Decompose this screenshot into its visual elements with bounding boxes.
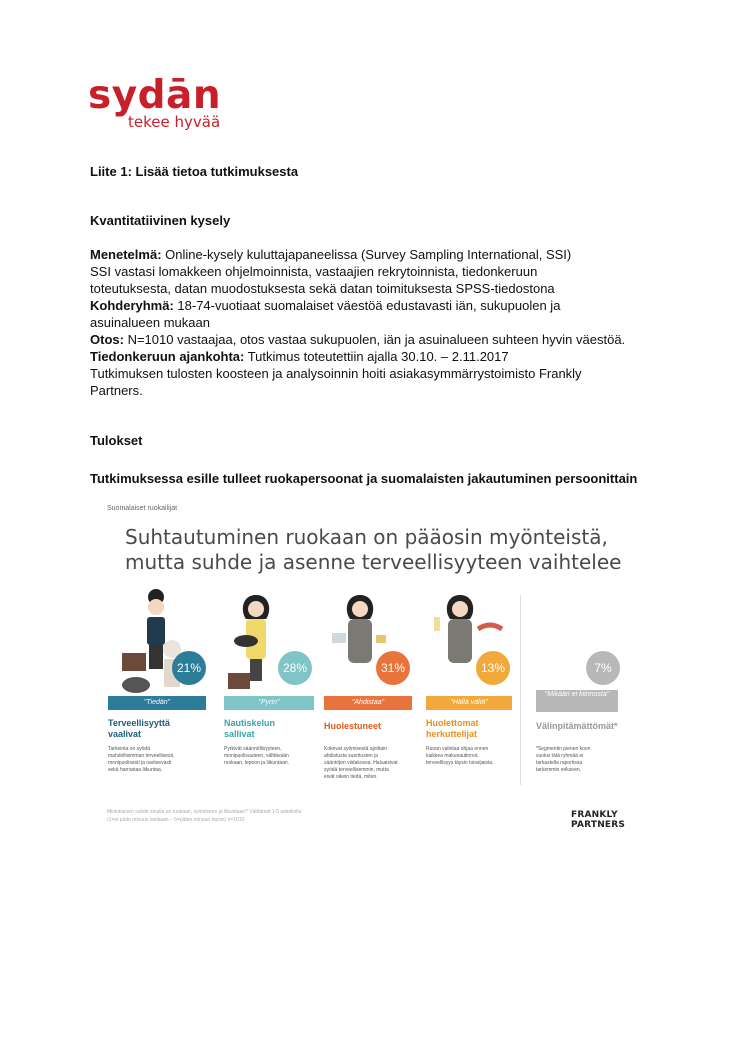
target-label: Kohderyhmä: (90, 298, 174, 313)
logo-wordmark: sydān (88, 73, 222, 118)
target-line-2: asuinalueen mukaan (90, 315, 210, 330)
persona-5-name: Välinpitämättömät* (536, 721, 618, 731)
persona-1-name: Terveellisyyttä vaalivat (108, 718, 170, 739)
persona-3-percentage: 31% (376, 651, 410, 685)
method-block (90, 246, 665, 399)
frankly-partners-logo: FRANKLY PARTNERS (571, 810, 626, 830)
persona-2-percentage: 28% (278, 651, 312, 685)
food-personas-infographic (100, 505, 646, 830)
period-label: Tiedonkeruun ajankohta: (90, 349, 245, 364)
analysis-line-2: Partners. (90, 383, 143, 398)
period-text: Tutkimus toteutettiin ajalla 30.10. – 2.11.2017 (244, 349, 509, 364)
method-line (90, 246, 665, 263)
persona-5-percentage: 7% (586, 651, 620, 685)
results-subtitle: Tutkimuksessa esille tulleet ruokapersoonat ja suomalaisten jakautuminen persoonittain (90, 471, 638, 486)
persona-5-description: *Segmentin pienen koon vuoksi tätä ryhmää ei tarkastella raportissa tarkemmin erikseen. (536, 746, 591, 773)
sample-label: Otos: (90, 332, 124, 347)
sample-text: N=1010 vastaajaa, otos vastaa sukupuolen, iän ja asuinalueen suhteen hyvin väestöä. (123, 332, 626, 347)
persona-4-tag: "Hällä väliä" (426, 696, 512, 710)
section-title: Kvantitatiivinen kysely (90, 213, 231, 228)
persona-4-name: Huolettomat herkuttelijat (426, 718, 479, 739)
persona-3-description: Kokevat syömisestä ajoittain ahdistusta suoritusten ja sääntöjen viidakossa. Haluaisivat syödä terveellisemmin, mutta eivät oikein tiedä, miten. (324, 746, 398, 780)
persona-1-tag: "Tiedän" (108, 696, 206, 710)
analysis-line-1: Tutkimuksen tulosten koosteen ja analysoinnin hoiti asiakasymmärrystoimisto Frankly (90, 366, 582, 381)
target-line (90, 297, 665, 314)
persona-3-tag: "Ahdistaa" (324, 696, 412, 710)
appendix-title: Liite 1: Lisää tietoa tutkimuksesta (90, 164, 299, 179)
sample-line (90, 331, 665, 348)
infographic-label: Suomalaiset ruokailijat (107, 505, 178, 512)
ssi-line-2: toteutuksesta, datan muodostuksesta sekä datan toimituksesta SPSS-tiedostona (90, 281, 555, 296)
period-line (90, 348, 665, 365)
sydan-logo (88, 73, 222, 131)
infographic-title-line-1: Suhtautuminen ruokaan on pääosin myönteistä, (125, 525, 608, 549)
persona-1-description: Tarkeinta on syödä mahdollisimman terveellisesti, monipuolisesti ja ravitsevasti sekä harrastaa liikuntaa. (108, 746, 175, 773)
persona-5-tag: "Mikään ei kiinnosta" (536, 690, 618, 712)
method-label: Menetelmä: (90, 247, 162, 262)
target-text: 18-74-vuotiaat suomalaiset väestöä edustavasti iän, sukupuolen ja (173, 298, 561, 313)
infographic-title (125, 525, 621, 575)
persona-2-name: Nautiskelun sallivat (224, 718, 276, 739)
infographic-footnote: Minkälainen suhde sinulla on ruokaan, syömiseen ja liikuntaan? Väittämät 1-5 asteikolla (1=ei päde minuun lainkaan – 5=pätee minuun täysin) n=1010 (107, 809, 302, 823)
logo-tagline: tekee hyvää (128, 113, 221, 131)
ssi-line-1: SSI vastasi lomakkeen ohjelmoinnista, vastaajien rekrytoinnista, tiedonkeruun (90, 264, 538, 279)
persona-2-tag: "Pyrin" (224, 696, 314, 710)
persona-2-illustration (222, 593, 292, 698)
persona-3-name: Huolestuneet (324, 721, 382, 731)
persona-4-percentage: 13% (476, 651, 510, 685)
results-title: Tulokset (90, 433, 143, 448)
method-text: Online-kysely kuluttajapaneelissa (Survey Sampling International, SSI) (161, 247, 572, 262)
infographic-title-line-2: mutta suhde ja asenne terveellisyyteen vaihtelee (125, 550, 622, 574)
persona-2-description: Pyrkivät säännöllisyyteen, monipuolisuuteen, välttävään ruokaan, lepoon ja liikuntaan. (224, 746, 290, 766)
persona-divider (520, 595, 521, 785)
persona-1-percentage: 21% (172, 651, 206, 685)
persona-1-illustration (120, 585, 190, 700)
persona-4-description: Ruoan valintaa ohjaa ennen kaikkea makunautinnot, terveellisyys täysin toissijaista. (426, 746, 494, 766)
